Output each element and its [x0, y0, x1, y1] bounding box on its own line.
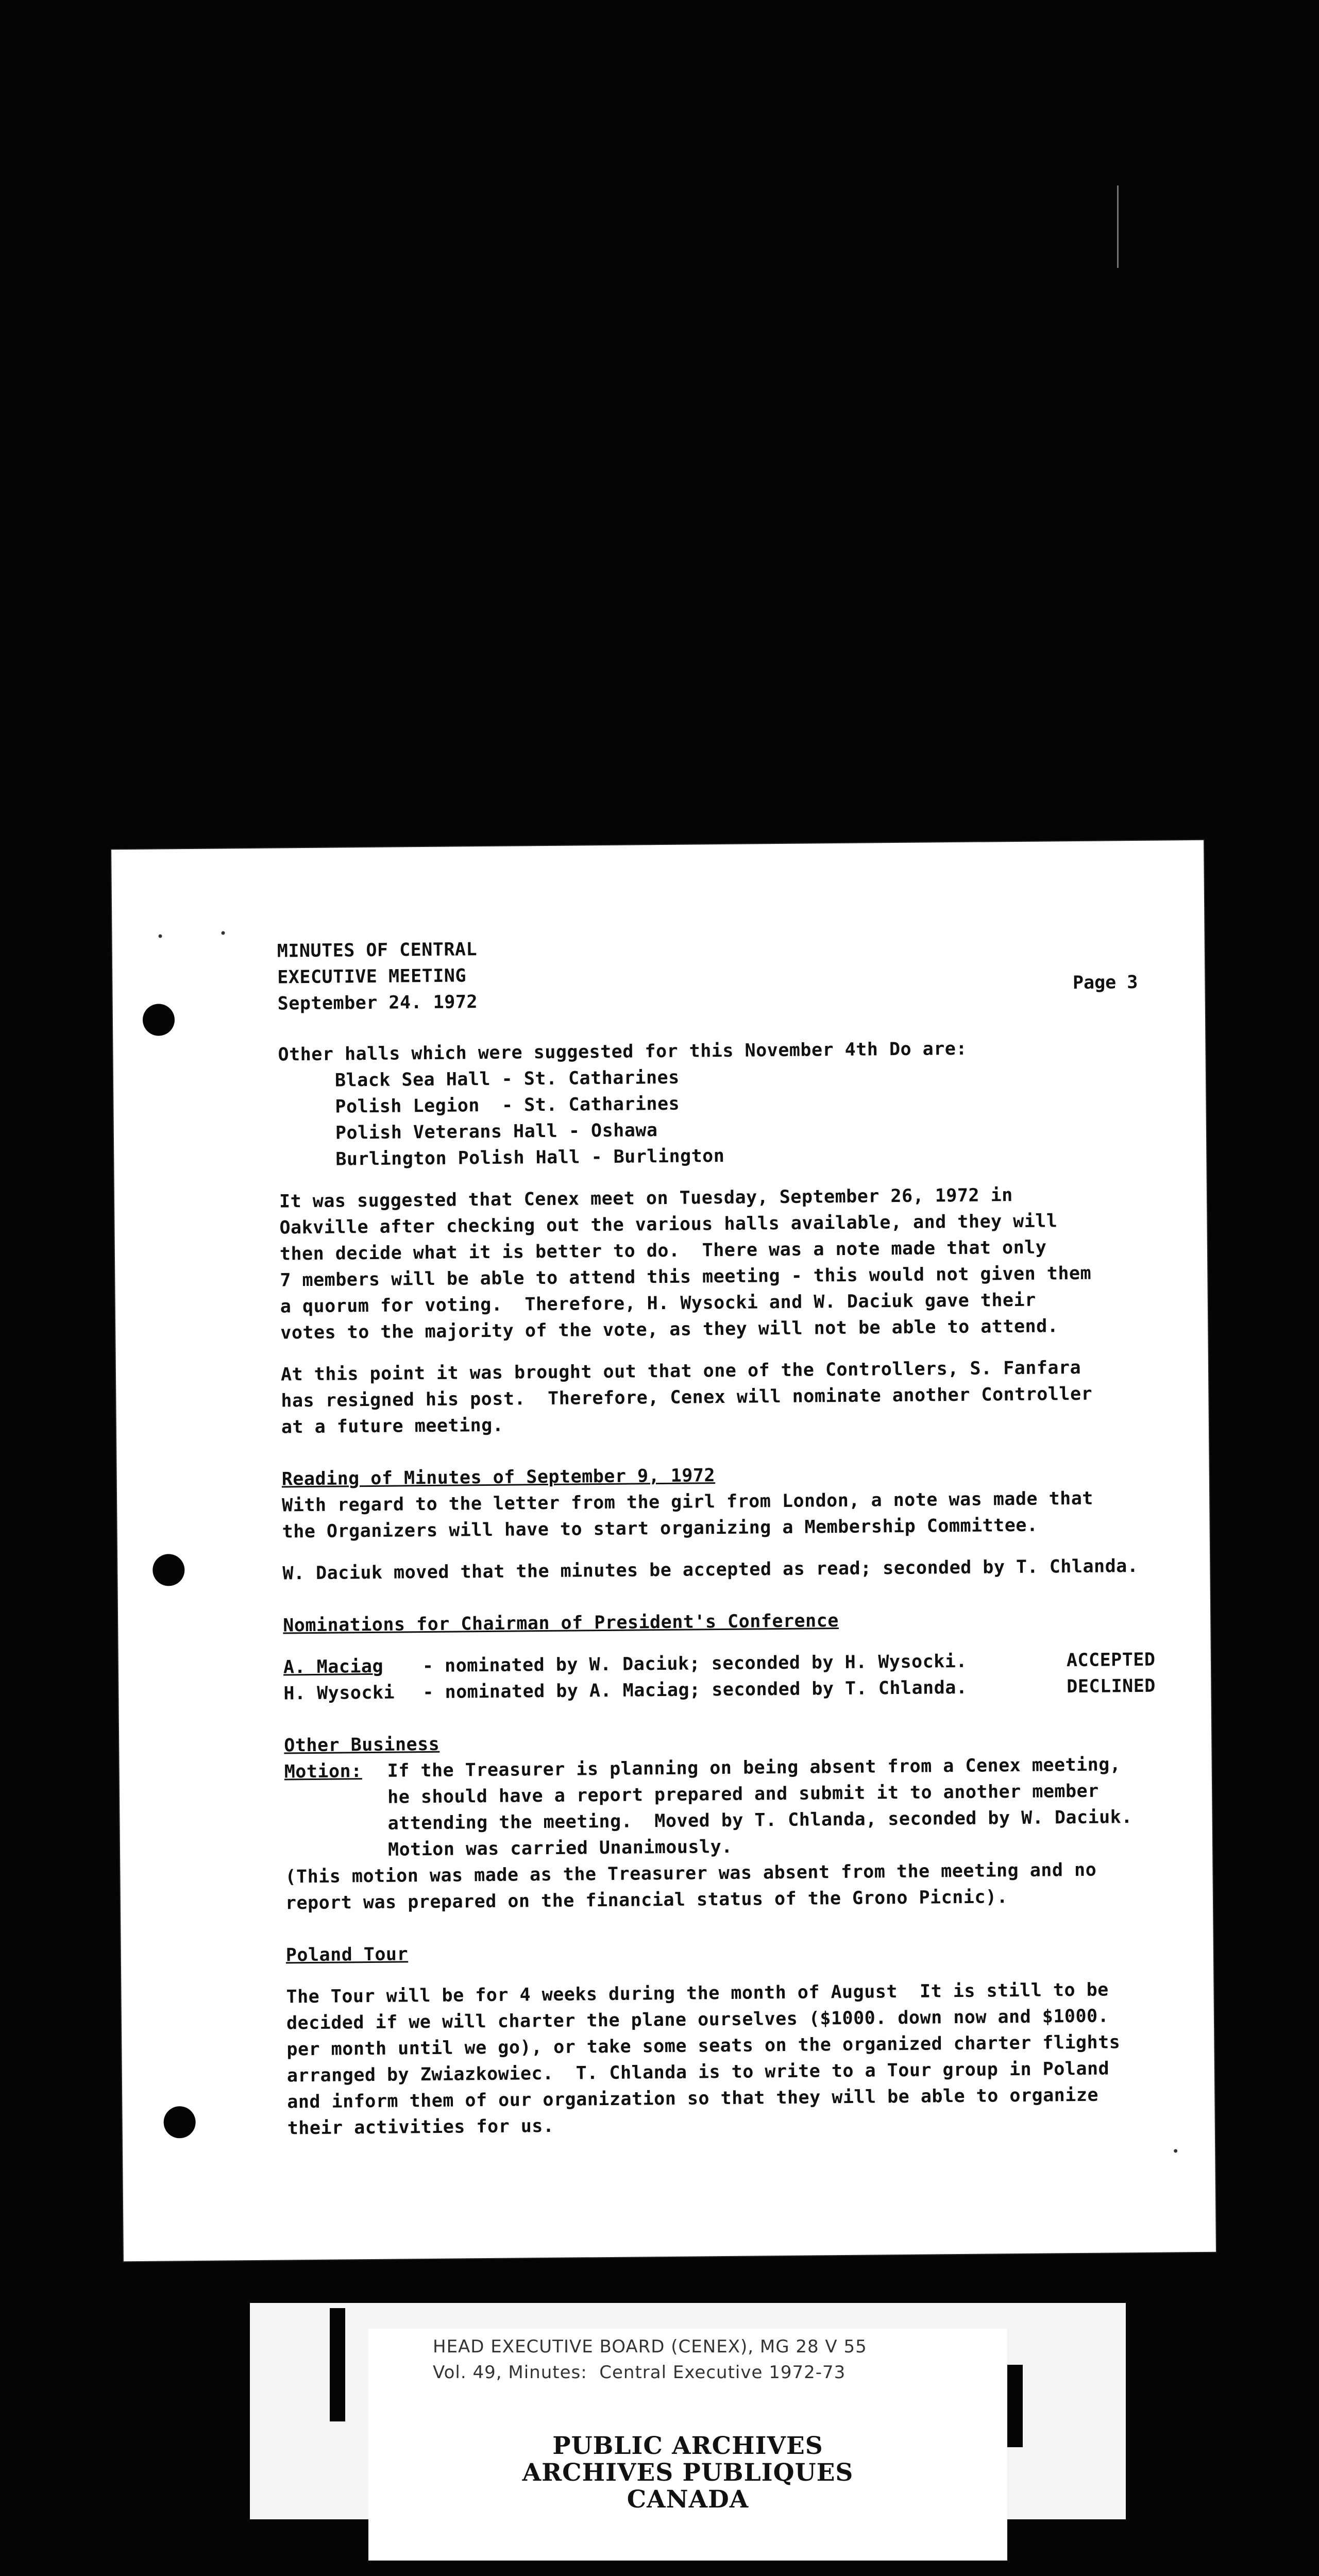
poland-tour-heading: Poland Tour [285, 1944, 409, 1966]
nomination-detail: - nominated by A. Maciag; seconded by T. Chlanda. [422, 1677, 968, 1703]
text-line: report was prepared on the financial status of the Grono Picnic). [285, 1887, 1008, 1914]
motion-label: Motion: [284, 1761, 362, 1783]
hall-item: Burlington Polish Hall - Burlington [335, 1145, 725, 1170]
label-notch [1007, 2365, 1023, 2447]
paragraph-suggested [279, 1181, 1167, 1346]
text-line: decided if we will charter the plane ourselves ($1000. down now and $1000. [286, 2006, 1109, 2034]
text-line: then decide what it is better to do. There was a note made that only [279, 1237, 1047, 1265]
nominee-name: H. Wysocki [283, 1682, 395, 1704]
punch-hole [153, 1554, 185, 1586]
header-date: September 24. 1972 [277, 992, 478, 1014]
text-line: If the Treasurer is planning on being absent from a Cenex meeting, [387, 1754, 1121, 1782]
other-business-heading: Other Business [284, 1734, 440, 1756]
speck [221, 931, 225, 935]
text-line: attending the meeting. Moved by T. Chlanda, seconded by W. Daciuk. [387, 1807, 1133, 1834]
poland-tour-text [286, 1976, 1174, 2142]
punch-hole [143, 1004, 175, 1036]
archive-stamp-line: PUBLIC ARCHIVES [552, 2432, 823, 2460]
text-line: per month until we go), or take some seats on the organized charter flights [286, 2032, 1121, 2060]
document-header [277, 930, 1164, 1017]
nomination-status: ACCEPTED [1066, 1649, 1156, 1671]
document-page [111, 840, 1216, 2261]
minutes-text [277, 930, 1174, 2142]
header-line: EXECUTIVE MEETING [277, 965, 467, 988]
text-line: 7 members will be able to attend this meeting - this would not given them [280, 1263, 1092, 1291]
archive-stamp-line: CANADA [627, 2485, 749, 2514]
nominations-heading: Nominations for Chairman of President's Conference [283, 1611, 839, 1636]
text-line: a quorum for voting. Therefore, H. Wysocki and W. Daciuk gave their [280, 1290, 1036, 1317]
punch-hole [163, 2106, 196, 2139]
page-number: Page 3 [1072, 972, 1138, 994]
text-line: the Organizers will have to start organizing a Membership Committee. [282, 1515, 1038, 1543]
text-line: votes to the majority of the vote, as they will not be able to attend. [280, 1316, 1059, 1344]
text-line: Motion was carried Unanimously. [387, 1836, 733, 1860]
motion-text [387, 1751, 1171, 1863]
hall-item: Polish Legion - St. Catharines [335, 1093, 680, 1117]
text-line: and inform them of our organization so that they will be able to organize [287, 2084, 1099, 2113]
nomination-status: DECLINED [1067, 1675, 1156, 1698]
hall-item: Polish Veterans Hall - Oshawa [335, 1120, 658, 1144]
nominee-name: A. Maciag [283, 1656, 384, 1678]
film-scratch [1117, 185, 1119, 268]
halls-list [278, 1060, 1165, 1173]
text-line: The Tour will be for 4 weeks during the month of August It is still to be [286, 1979, 1109, 2008]
speck [1174, 2149, 1177, 2153]
text-line: has resigned his post. Therefore, Cenex will nominate another Controller [281, 1383, 1093, 1412]
text-line: Oakville after checking out the various halls available, and they will [279, 1211, 1058, 1239]
text-line: their activities for us. [287, 2115, 554, 2139]
text-line: he should have a report prepared and submit it to another member [387, 1781, 1099, 1808]
minutes-motion: W. Daciuk moved that the minutes be accepted as read; seconded by T. Chlanda. [282, 1555, 1139, 1584]
nomination-detail: - nominated by W. Daciuk; seconded by H. Wysocki. [422, 1651, 968, 1677]
motion-block [284, 1751, 1172, 1864]
speck [159, 934, 162, 938]
reading-heading: Reading of Minutes of September 9, 1972 [281, 1465, 716, 1490]
text-line: arranged by Zwiazkowiec. T. Chlanda is to write to a Tour group in Poland [286, 2058, 1110, 2087]
text-line: at a future meeting. [281, 1415, 504, 1438]
halls-intro: Other halls which were suggested for this November 4th Do are: [278, 1038, 968, 1065]
text-line: (This motion was made as the Treasurer was absent from the meeting and no [285, 1859, 1097, 1888]
text-line: With regard to the letter from the girl from London, a note was made that [282, 1488, 1094, 1516]
text-line: At this point it was brought out that one of the Controllers, S. Fanfara [280, 1357, 1081, 1385]
paragraph-controllers [281, 1354, 1168, 1440]
archive-stamp-line: ARCHIVES PUBLIQUES [522, 2459, 854, 2487]
header-line: MINUTES OF CENTRAL [277, 939, 478, 962]
hall-item: Black Sea Hall - St. Catharines [334, 1067, 680, 1091]
label-notch [330, 2308, 345, 2421]
archive-reference-line: Vol. 49, Minutes: Central Executive 1972-73 [433, 2362, 846, 2383]
text-line: It was suggested that Cenex meet on Tuesday, September 26, 1972 in [279, 1185, 1013, 1212]
archive-reference-line: HEAD EXECUTIVE BOARD (CENEX), MG 28 V 55 [433, 2336, 867, 2357]
